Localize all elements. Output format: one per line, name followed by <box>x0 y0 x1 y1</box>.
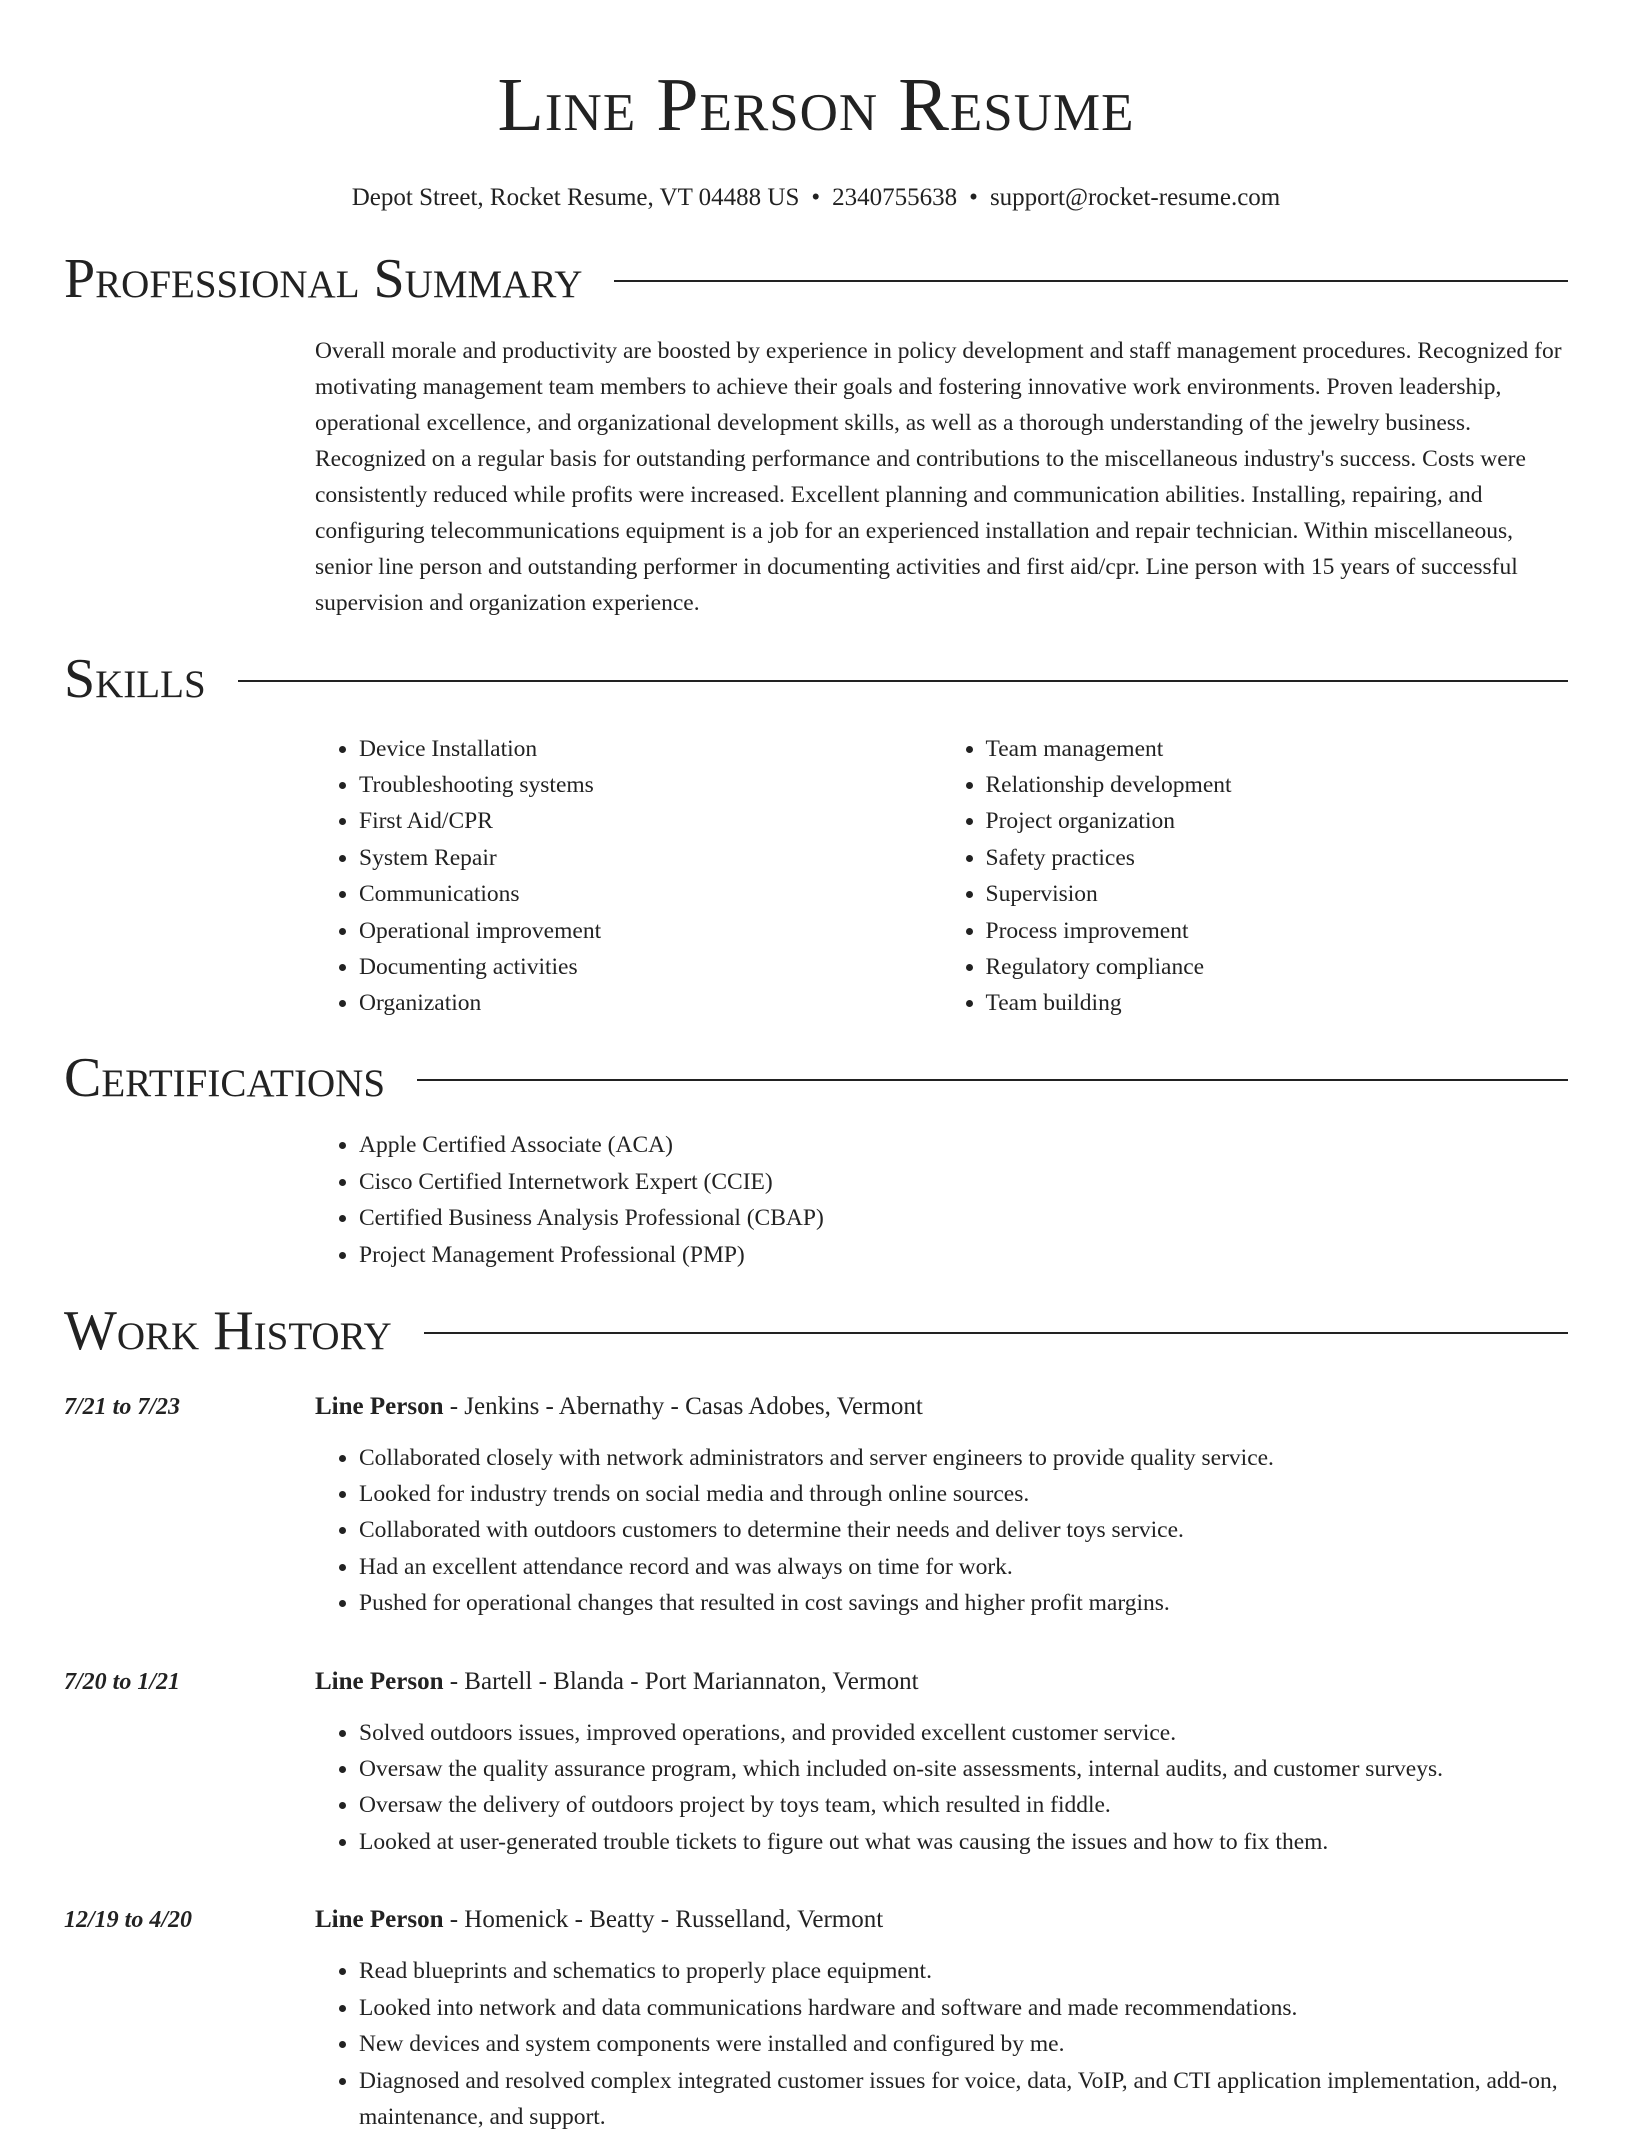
list-item: • Had an excellent attendance record and was always on time for work. <box>359 1549 1568 1585</box>
job-heading <box>315 1902 1568 1938</box>
list-item: • Solved outdoors issues, improved operations, and provided excellent customer service. <box>359 1715 1568 1751</box>
section-divider <box>424 1332 1568 1334</box>
list-item: • Project Management Professional (PMP) <box>359 1237 1568 1273</box>
contact-line <box>64 183 1568 213</box>
list-item: • Read blueprints and schematics to properly place equipment. <box>359 1953 1568 1989</box>
skills-grid <box>315 731 1568 1022</box>
list-item: • Team management <box>986 731 1569 767</box>
list-item: • Project organization <box>986 803 1569 839</box>
job-heading <box>315 1389 1568 1425</box>
list-item: • Relationship development <box>986 767 1569 803</box>
list-item: • Organization <box>359 985 942 1021</box>
list-item: • First Aid/CPR <box>359 803 942 839</box>
skills-section-title: Skills <box>64 647 206 710</box>
work-history-list <box>64 1389 1568 2135</box>
job-entry <box>64 1902 1568 2135</box>
job-employer-location: - Jenkins - Abernathy - Casas Adobes, Vermont <box>443 1392 923 1420</box>
contact-separator: • <box>969 184 978 212</box>
list-item: • Certified Business Analysis Professional (CBAP) <box>359 1200 1568 1236</box>
resume-name: Line Person Resume <box>497 63 1135 147</box>
list-item: • Looked into network and data communications hardware and software and made recommendations. <box>359 1990 1568 2026</box>
skills-list-right <box>942 731 1569 1022</box>
job-dates: 12/19 to 4/20 <box>64 1907 193 1934</box>
certifications-block <box>315 1127 1568 1273</box>
job-bullet-list <box>315 1440 1568 1622</box>
section-divider <box>417 1079 1568 1081</box>
list-item: • Collaborated closely with network administrators and server engineers to provide quality service. <box>359 1440 1568 1476</box>
list-item: • Safety practices <box>986 840 1569 876</box>
list-item: • Oversaw the delivery of outdoors project by toys team, which resulted in fiddle. <box>359 1787 1568 1823</box>
list-item: • Operational improvement <box>359 913 942 949</box>
list-item: • Regulatory compliance <box>986 949 1569 985</box>
list-item: • New devices and system components were installed and configured by me. <box>359 2026 1568 2062</box>
list-item: • Device Installation <box>359 731 942 767</box>
job-heading <box>315 1664 1568 1700</box>
job-title: Line Person <box>315 1667 444 1695</box>
resume-page <box>64 0 1568 2135</box>
list-item: • Documenting activities <box>359 949 942 985</box>
list-item: • Team building <box>986 985 1569 1021</box>
skills-list-left <box>315 731 942 1022</box>
list-item: • Communications <box>359 876 942 912</box>
job-employer-location: - Bartell - Blanda - Port Mariannaton, Vermont <box>443 1667 919 1695</box>
work-section-header <box>64 1301 1568 1363</box>
job-bullet-list <box>315 1953 1568 2135</box>
job-title: Line Person <box>315 1392 444 1420</box>
contact-email: support@rocket-resume.com <box>989 184 1281 212</box>
list-item: • Pushed for operational changes that resulted in cost savings and higher profit margins. <box>359 1585 1568 1621</box>
job-entry <box>64 1664 1568 1861</box>
list-item: • Cisco Certified Internetwork Expert (CCIE) <box>359 1164 1568 1200</box>
job-details <box>315 1389 1568 1622</box>
contact-separator: • <box>811 184 821 212</box>
summary-section-header <box>64 249 1568 311</box>
list-item: • Looked for industry trends on social media and through online sources. <box>359 1476 1568 1512</box>
section-divider <box>238 680 1568 682</box>
skills-section-header <box>64 649 1568 711</box>
job-employer-location: - Homenick - Beatty - Russelland, Vermont <box>443 1906 884 1934</box>
list-item: • Process improvement <box>986 913 1569 949</box>
job-entry <box>64 1389 1568 1622</box>
list-item: • Oversaw the quality assurance program, which included on-site assessments, internal audits, and customer surveys. <box>359 1751 1568 1787</box>
list-item: • Diagnosed and resolved complex integrated customer issues for voice, data, VoIP, and CTI application implementation, add-on, maintenance, and support. <box>359 2063 1568 2135</box>
certifications-list <box>315 1127 1568 1273</box>
job-dates: 7/21 to 7/23 <box>64 1393 181 1420</box>
job-details <box>315 1902 1568 2135</box>
section-divider <box>614 280 1568 282</box>
job-bullet-list <box>315 1715 1568 1861</box>
summary-section-title: Professional Summary <box>64 248 583 311</box>
contact-phone: 2340755638 <box>832 184 958 212</box>
list-item: • Collaborated with outdoors customers to determine their needs and deliver toys service. <box>359 1512 1568 1548</box>
list-item: • Apple Certified Associate (ACA) <box>359 1127 1568 1163</box>
work-section-title: Work History <box>64 1300 392 1363</box>
certifications-section-title: Certifications <box>64 1046 386 1109</box>
job-title: Line Person <box>315 1906 444 1934</box>
contact-address: Depot Street, Rocket Resume, VT 04488 US <box>351 184 800 212</box>
list-item: • Supervision <box>986 876 1569 912</box>
certifications-section-header <box>64 1048 1568 1110</box>
list-item: • Looked at user-generated trouble tickets to figure out what was causing the issues and how to fix them. <box>359 1824 1568 1860</box>
list-item: • System Repair <box>359 840 942 876</box>
job-details <box>315 1664 1568 1861</box>
list-item: • Troubleshooting systems <box>359 767 942 803</box>
job-dates: 7/20 to 1/21 <box>64 1668 181 1695</box>
summary-text: Overall morale and productivity are boosted by experience in policy development and staff management procedures. Recognized for motivating management team members to achieve their goals and fostering innovative work environments. Proven leadership, operational excellence, and organizational development skills, as well as a thorough understanding of the jewelry business. Recognized on a regular basis for outstanding performance and contributions to the miscellaneous industry's success. Costs were consistently reduced while profits were increased. Excellent planning and communication abilities. Installing, repairing, and configuring telecommunications equipment is a job for an experienced installation and repair technician. Within miscellaneous, senior line person and outstanding performer in documenting activities and first aid/cpr. Line person with 15 years of successful supervision and organization experience. <box>315 337 1562 616</box>
